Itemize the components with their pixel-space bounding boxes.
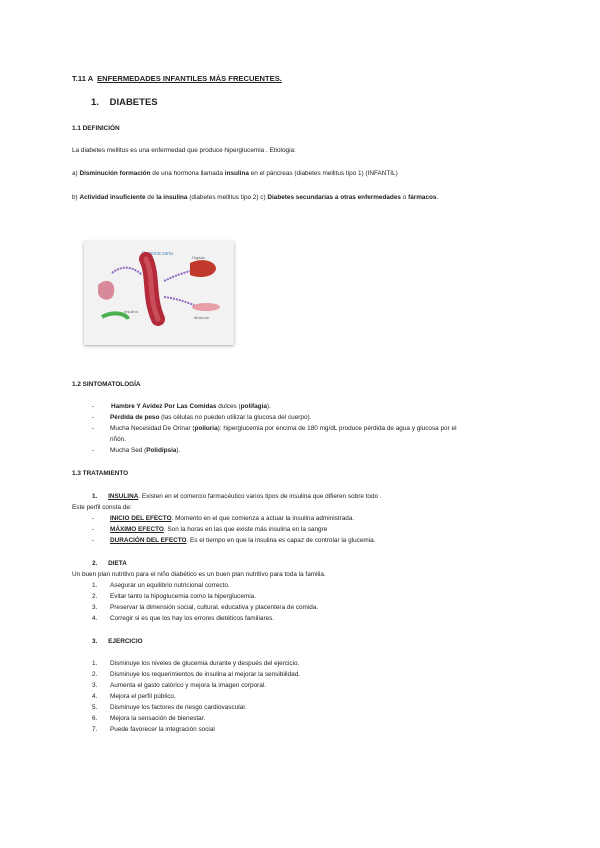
figure-title: Persona sana bbox=[142, 251, 173, 257]
dieta-number: 1. bbox=[92, 582, 98, 589]
section-name: DIABETES bbox=[109, 97, 158, 108]
sintoma-bold2: polifagia bbox=[240, 403, 267, 410]
list-bullet: - bbox=[92, 414, 95, 421]
ejercicio-number: 7. bbox=[92, 726, 98, 733]
ejercicio-item: Mejora el perfil público. bbox=[110, 693, 176, 700]
tratamiento-heading: 1.3 TRATAMIENTO bbox=[72, 470, 129, 477]
sintoma-item bbox=[110, 414, 311, 421]
perfil-text: . Momento en el que comienza a actuar la insulina administrada. bbox=[171, 515, 355, 522]
a-prefix: a) bbox=[72, 170, 80, 177]
ejercicio-item: Puede favorecer la integración social bbox=[110, 726, 215, 733]
sintoma-text: Mucha Necesidad De Orinar ( bbox=[110, 425, 195, 432]
ejercicio-number: 5. bbox=[92, 704, 98, 711]
subsection-number: 2. bbox=[92, 560, 98, 567]
perfil-intro: Este perfil consta de: bbox=[72, 504, 132, 511]
perfil-bold: DURACIÓN DEL EFECTO bbox=[110, 537, 187, 544]
sintoma-bold2: poliuria bbox=[194, 425, 218, 432]
stomach-shape bbox=[98, 281, 114, 300]
section-title bbox=[91, 97, 158, 108]
ejercicio-number: 1. bbox=[92, 660, 98, 667]
definicion-intro: La diabetes mellitus es una enfermedad que produce hiperglucemia . Etiologia: bbox=[72, 147, 296, 154]
dieta-number: 2. bbox=[92, 593, 98, 600]
sintoma-text: dulces ( bbox=[216, 403, 241, 410]
b-prefix: b) bbox=[72, 194, 80, 201]
list-bullet: - bbox=[92, 515, 95, 522]
list-bullet: - bbox=[92, 447, 95, 454]
sintoma-end: ): hiperglucemia por encima de 180 mg/dL produce pérdida de agua y glucosa por el bbox=[217, 425, 457, 432]
sintoma-bold: Hambre Y Avidez Por Las Comidas bbox=[111, 403, 217, 410]
a-end: en el páncreas (diabetes mellitus tipo 1) (INFANTIL) bbox=[248, 170, 398, 177]
perfil-text: . Es el tiempo en que la insulina es capaz de controlar la glucemia. bbox=[186, 537, 376, 544]
dieta-item: Evitar tanto la hipoglucemia como la hiperglucemia. bbox=[110, 593, 256, 600]
b-mid3: o bbox=[400, 194, 409, 201]
perfil-item bbox=[110, 537, 375, 544]
sintoma-text: Mucha Sed ( bbox=[110, 447, 147, 454]
subsection-title: INSULINA bbox=[108, 493, 139, 500]
dieta-item: Preservar la dimensión social, cultural, educativa y placentera de comida. bbox=[110, 604, 319, 611]
document-header bbox=[72, 74, 282, 83]
b-bold4: fármacos bbox=[408, 194, 437, 201]
b-bold: Actividad insuficiente bbox=[79, 194, 146, 201]
list-bullet: - bbox=[92, 526, 95, 533]
ejercicio-item: Disminuye los requerimientos de insulina al mejorar la sensibilidad. bbox=[110, 671, 301, 678]
header-title: ENFERMEDADES INFANTILES MÁS FRECUENTES. bbox=[97, 74, 282, 83]
a-bold: Disminución formación bbox=[79, 170, 151, 177]
sintoma-item bbox=[111, 403, 271, 410]
dieta-number: 4. bbox=[92, 615, 98, 622]
sintoma-text: (las células no pueden utilizar la glucosa del cuerpo). bbox=[159, 414, 312, 421]
a-bold2: insulina bbox=[224, 170, 249, 177]
sintoma-item bbox=[110, 425, 457, 432]
perfil-bold: MÁXIMO EFECTO bbox=[110, 526, 164, 533]
dieta-item: Asegurar un equilibrio nutricional correcto. bbox=[110, 582, 230, 589]
perfil-text: . Son la horas en las que existe más insulina en la sangre bbox=[163, 526, 328, 533]
list-bullet: - bbox=[92, 537, 95, 544]
definicion-a bbox=[72, 170, 398, 177]
perfil-item bbox=[110, 526, 327, 533]
subsection-number: 3. bbox=[92, 638, 98, 645]
diabetes-illustration bbox=[84, 241, 234, 345]
subsection-number: 1. bbox=[92, 493, 98, 500]
b-bold2: la insulina bbox=[156, 194, 188, 201]
dieta-heading bbox=[92, 560, 127, 567]
sintoma-bold2: Polidipsia bbox=[146, 447, 177, 454]
ejercicio-number: 6. bbox=[92, 715, 98, 722]
b-mid2: (diabetes mellitus tipo 2) c) bbox=[187, 194, 268, 201]
section-number: 1. bbox=[91, 97, 99, 108]
list-bullet: - bbox=[92, 425, 95, 432]
definicion-heading: 1.1 DEFINICIÓN bbox=[72, 125, 120, 132]
perfil-item bbox=[110, 515, 354, 522]
muscle-label: Músculo bbox=[194, 315, 209, 320]
b-end: . bbox=[436, 194, 439, 201]
muscle-shape bbox=[192, 303, 220, 311]
subsection-title: EJERCICIO bbox=[108, 638, 143, 645]
dieta-number: 3. bbox=[92, 604, 98, 611]
ejercicio-item: Disminuye los factores de riesgo cardiovascular. bbox=[110, 704, 247, 711]
sintomatologia-heading: 1.2 SINTOMATOLOGÍA bbox=[72, 381, 141, 388]
insulina-paragraph bbox=[92, 493, 382, 500]
ejercicio-item: Aumenta el gasto calórico y mejora la imagen corporal. bbox=[110, 682, 266, 689]
perfil-bold: INICIO DEL EFECTO bbox=[110, 515, 172, 522]
insulina-text: . Existen en el comercio farmacéutico varios tipos de insulina que difieren sobre todo . bbox=[138, 493, 382, 500]
b-mid: de bbox=[145, 194, 157, 201]
dieta-intro: Un buen plan nutritivo para el niño diabético es un buen plan nutritivo para toda la familia. bbox=[72, 571, 326, 578]
illustration-svg bbox=[84, 241, 234, 345]
sintoma-end: ). bbox=[266, 403, 271, 410]
b-bold3: Diabetes secundarias a otras enfermedades bbox=[267, 194, 401, 201]
ejercicio-number: 3. bbox=[92, 682, 98, 689]
sintoma-end: ). bbox=[176, 447, 181, 454]
definicion-b bbox=[72, 194, 438, 201]
liver-label: Hígado bbox=[192, 255, 205, 260]
sintoma-bold: Pérdida de peso bbox=[110, 414, 160, 421]
sintoma-item-continuation: riñón. bbox=[110, 436, 126, 443]
dieta-item: Corregir si es que los hay los errores dietéticos familiares. bbox=[110, 615, 275, 622]
ejercicio-item: Disminuye los niveles de glucemia durante y después del ejercicio. bbox=[110, 660, 300, 667]
header-code: T.11 A bbox=[72, 74, 93, 83]
ejercicio-heading bbox=[92, 638, 143, 645]
sintoma-item bbox=[110, 447, 180, 454]
subsection-title: DIETA bbox=[108, 560, 127, 567]
ejercicio-number: 4. bbox=[92, 693, 98, 700]
list-bullet: - bbox=[92, 403, 95, 410]
a-mid: de una hormona llamada bbox=[150, 170, 225, 177]
ejercicio-item: Mejora la sensación de bienestar. bbox=[110, 715, 206, 722]
insulina-label: Insulina bbox=[124, 309, 138, 314]
ejercicio-number: 2. bbox=[92, 671, 98, 678]
